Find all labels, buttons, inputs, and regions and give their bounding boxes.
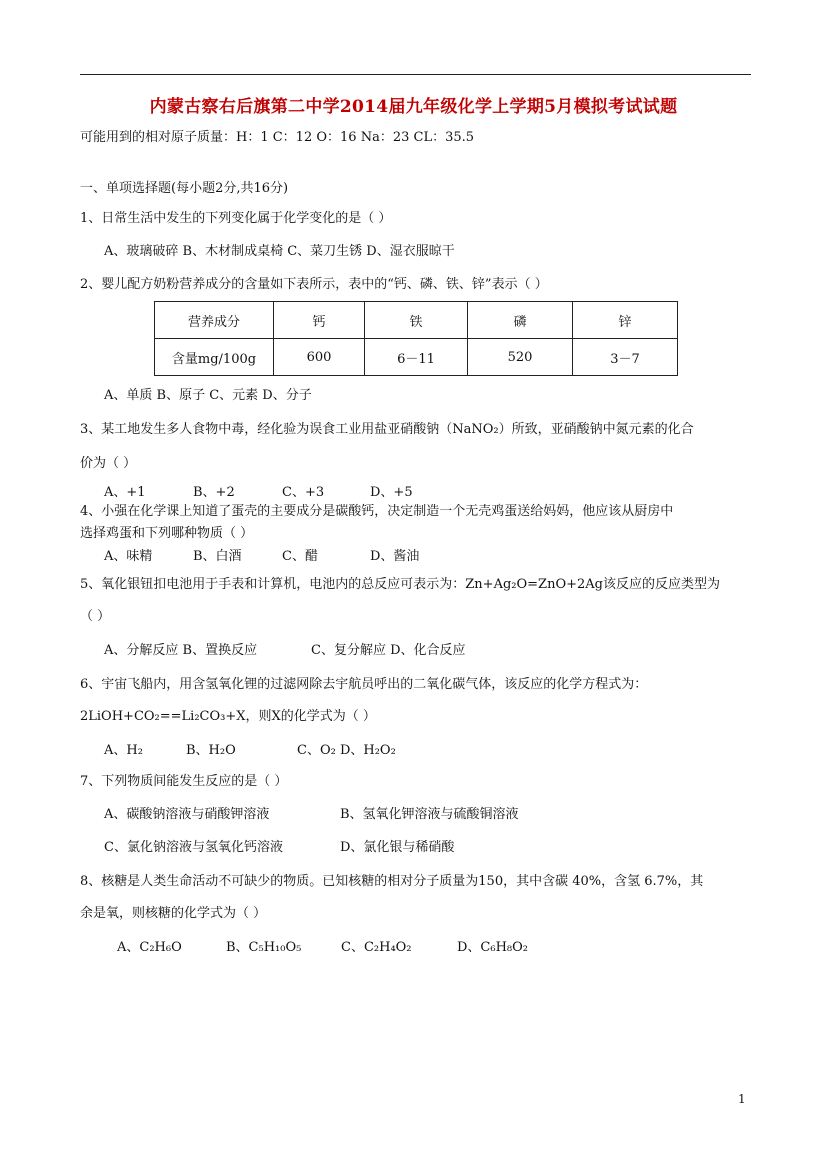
question-1-options: A、玻璃破碎 B、木材制成桌椅 C、菜刀生锈 D、湿衣服晾干 xyxy=(104,244,455,259)
question-6-stem-line2: 2LiOH+CO₂==Li₂CO₃+X，则X的化学式为（ ） xyxy=(80,709,376,724)
question-5-options-cd: C、复分解应 D、化合反应 xyxy=(311,643,466,658)
page-title: 内蒙古察右后旗第二中学2014届九年级化学上学期5月模拟考试试题 xyxy=(149,97,678,117)
question-8-option-c: C、C₂H₄O₂ xyxy=(341,940,412,955)
question-5-options-ab: A、分解反应 B、置换反应 xyxy=(104,643,258,658)
question-7-option-b: B、氢氧化钾溶液与硫酸铜溶液 xyxy=(340,807,519,822)
question-7-option-a: A、碳酸钠溶液与硝酸钾溶液 xyxy=(104,807,270,822)
section-heading: 一、单项选择题(每小题2分,共16分) xyxy=(80,181,289,196)
question-4-stem-line2: 选择鸡蛋和下列哪种物质（ ） xyxy=(80,526,254,541)
question-3-option-b: B、+2 xyxy=(193,485,235,500)
question-5-stem-line1: 5、氧化银钮扣电池用于手表和计算机，电池内的总反应可表示为：Zn+Ag₂O=ZnO+2Ag该反应的反应类型为 xyxy=(80,577,720,592)
question-3-option-c: C、+3 xyxy=(282,485,325,500)
question-4-option-d: D、酱油 xyxy=(370,549,420,564)
table-cell: 钙 xyxy=(274,302,365,339)
question-6-option-a: A、H₂ xyxy=(104,743,143,758)
question-7-option-c: C、氯化钠溶液与氢氧化钙溶液 xyxy=(104,840,283,855)
question-7-stem: 7、下列物质间能发生反应的是（ ） xyxy=(80,774,288,789)
table-cell: 600 xyxy=(274,339,365,376)
header-rule xyxy=(80,74,751,75)
atomic-mass-line: 可能用到的相对原子质量：H：1 C：12 O：16 Na：23 CL：35.5 xyxy=(80,130,475,145)
table-cell: 3－7 xyxy=(573,339,678,376)
question-7-option-d: D、氯化银与稀硝酸 xyxy=(340,840,455,855)
table-cell: 含量mg/100g xyxy=(155,339,274,376)
table-row xyxy=(155,339,678,376)
table-cell: 520 xyxy=(468,339,573,376)
question-8-stem-line1: 8、核糖是人类生命活动不可缺少的物质。已知核糖的相对分子质量为150，其中含碳 40%，含氢 6.7%，其 xyxy=(80,874,704,889)
table-cell: 锌 xyxy=(573,302,678,339)
question-4-option-c: C、醋 xyxy=(282,549,318,564)
question-8-option-b: B、C₅H₁₀O₅ xyxy=(226,940,302,955)
question-6-option-cd: C、O₂ D、H₂O₂ xyxy=(297,743,396,758)
question-4-option-a: A、味精 xyxy=(104,549,153,564)
question-6-stem-line1: 6、宇宙飞船内，用含氢氧化锂的过滤网除去宇航员呼出的二氧化碳气体，该反应的化学方程式为： xyxy=(80,677,648,692)
question-3-stem-line1: 3、某工地发生多人食物中毒，经化验为误食工业用盐亚硝酸钠（NaNO₂）所致，亚硝酸钠中氮元素的化合 xyxy=(80,422,694,437)
question-8-option-d: D、C₆H₈O₂ xyxy=(457,940,528,955)
page-number: 1 xyxy=(738,1092,746,1106)
question-8-stem-line2: 余是氧，则核糖的化学式为（ ） xyxy=(80,906,267,921)
table-cell: 营养成分 xyxy=(155,302,274,339)
question-4-option-b: B、白酒 xyxy=(193,549,242,564)
table-header-row xyxy=(155,302,678,339)
question-3-option-a: A、+1 xyxy=(104,485,146,500)
nutrition-table xyxy=(154,301,678,376)
table-cell: 铁 xyxy=(365,302,468,339)
question-8-option-a: A、C₂H₆O xyxy=(117,940,182,955)
question-3-option-d: D、+5 xyxy=(370,485,413,500)
question-6-option-b: B、H₂O xyxy=(186,743,236,758)
question-1-stem: 1、日常生活中发生的下列变化属于化学变化的是（ ） xyxy=(80,211,392,226)
question-2-stem: 2、婴儿配方奶粉营养成分的含量如下表所示，表中的“钙、磷、铁、锌”表示（ ） xyxy=(80,277,548,292)
table-cell: 磷 xyxy=(468,302,573,339)
table-cell: 6－11 xyxy=(365,339,468,376)
question-4-stem-line1: 4、小强在化学课上知道了蛋壳的主要成分是碳酸钙，决定制造一个无壳鸡蛋送给妈妈，他应该从厨房中 xyxy=(80,504,674,519)
question-2-options: A、单质 B、原子 C、元素 D、分子 xyxy=(104,388,312,403)
question-3-stem-line2: 价为（ ） xyxy=(80,456,137,471)
question-5-stem-line2: （ ） xyxy=(80,609,111,624)
